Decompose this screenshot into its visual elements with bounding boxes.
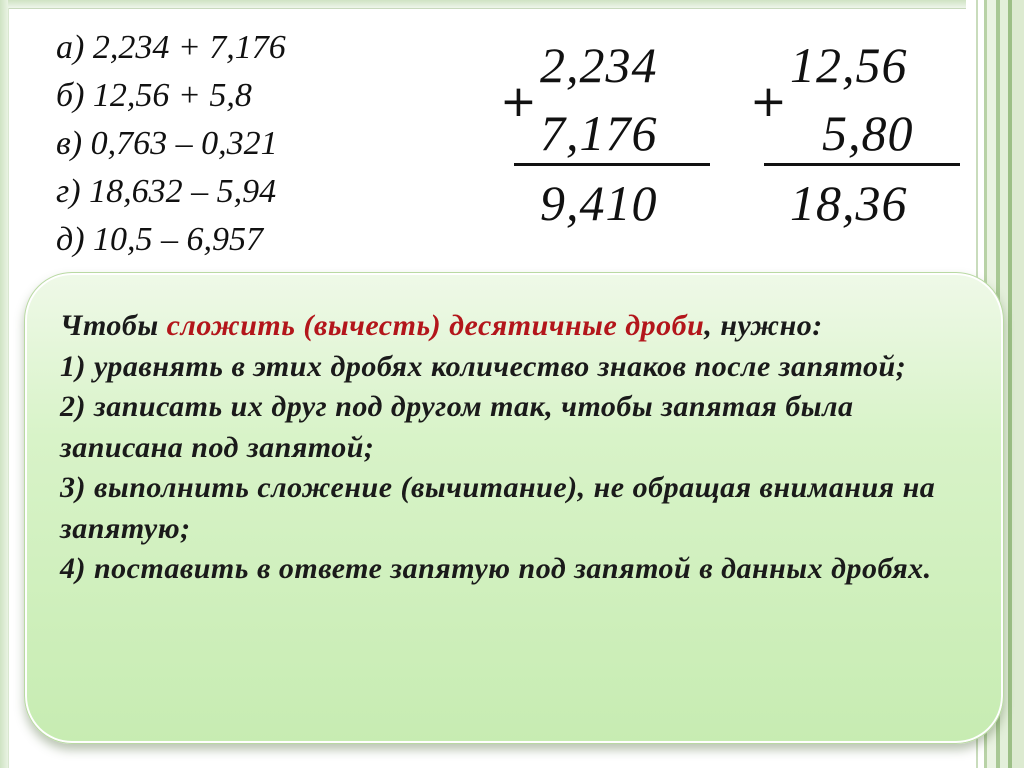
exercise-e: д) 10,5 – 6,957 [56,221,264,258]
rule-step-4: 4) поставить в ответе запятую под запятой в данных дробях. [60,552,932,585]
rule-intro [60,306,960,347]
sum-line [764,163,960,166]
plus-sign: + [500,76,537,127]
plus-sign: + [750,76,787,127]
slide-frame-line [8,8,968,9]
rule-text [60,306,960,590]
exercise-list [56,24,286,264]
rule-intro-end: , нужно: [704,309,823,342]
sum-result: 9,410 [540,175,658,231]
slide-frame-left [0,0,8,768]
exercise-c: в) 0,763 – 0,321 [56,125,278,162]
rule-step-1: 1) уравнять в этих дробях количество знаков после запятой; [60,349,907,383]
addend-top: 12,56 [790,37,908,93]
exercise-b: б) 12,56 + 5,8 [56,77,252,114]
exercise-d: г) 18,632 – 5,94 [56,173,277,210]
addend-bottom: 5,80 [822,105,914,161]
addend-bottom: 7,176 [540,105,658,161]
slide-frame-top [0,0,1024,8]
rule-step-2: 2) записать их друг под другом так, чтобы запятая была записана под запятой; [60,390,854,464]
exercise-a: а) 2,234 + 7,176 [56,29,286,66]
slide-frame-line [8,8,9,768]
rule-step-3: 3) выполнить сложение (вычитание), не обращая внимания на запятую; [60,471,936,545]
rule-highlight: сложить (вычесть) десятичные дроби [166,309,705,342]
sum-line [514,163,710,166]
sum-result: 18,36 [790,175,908,231]
addend-top: 2,234 [540,37,658,93]
rule-intro-start: Чтобы [60,309,167,342]
